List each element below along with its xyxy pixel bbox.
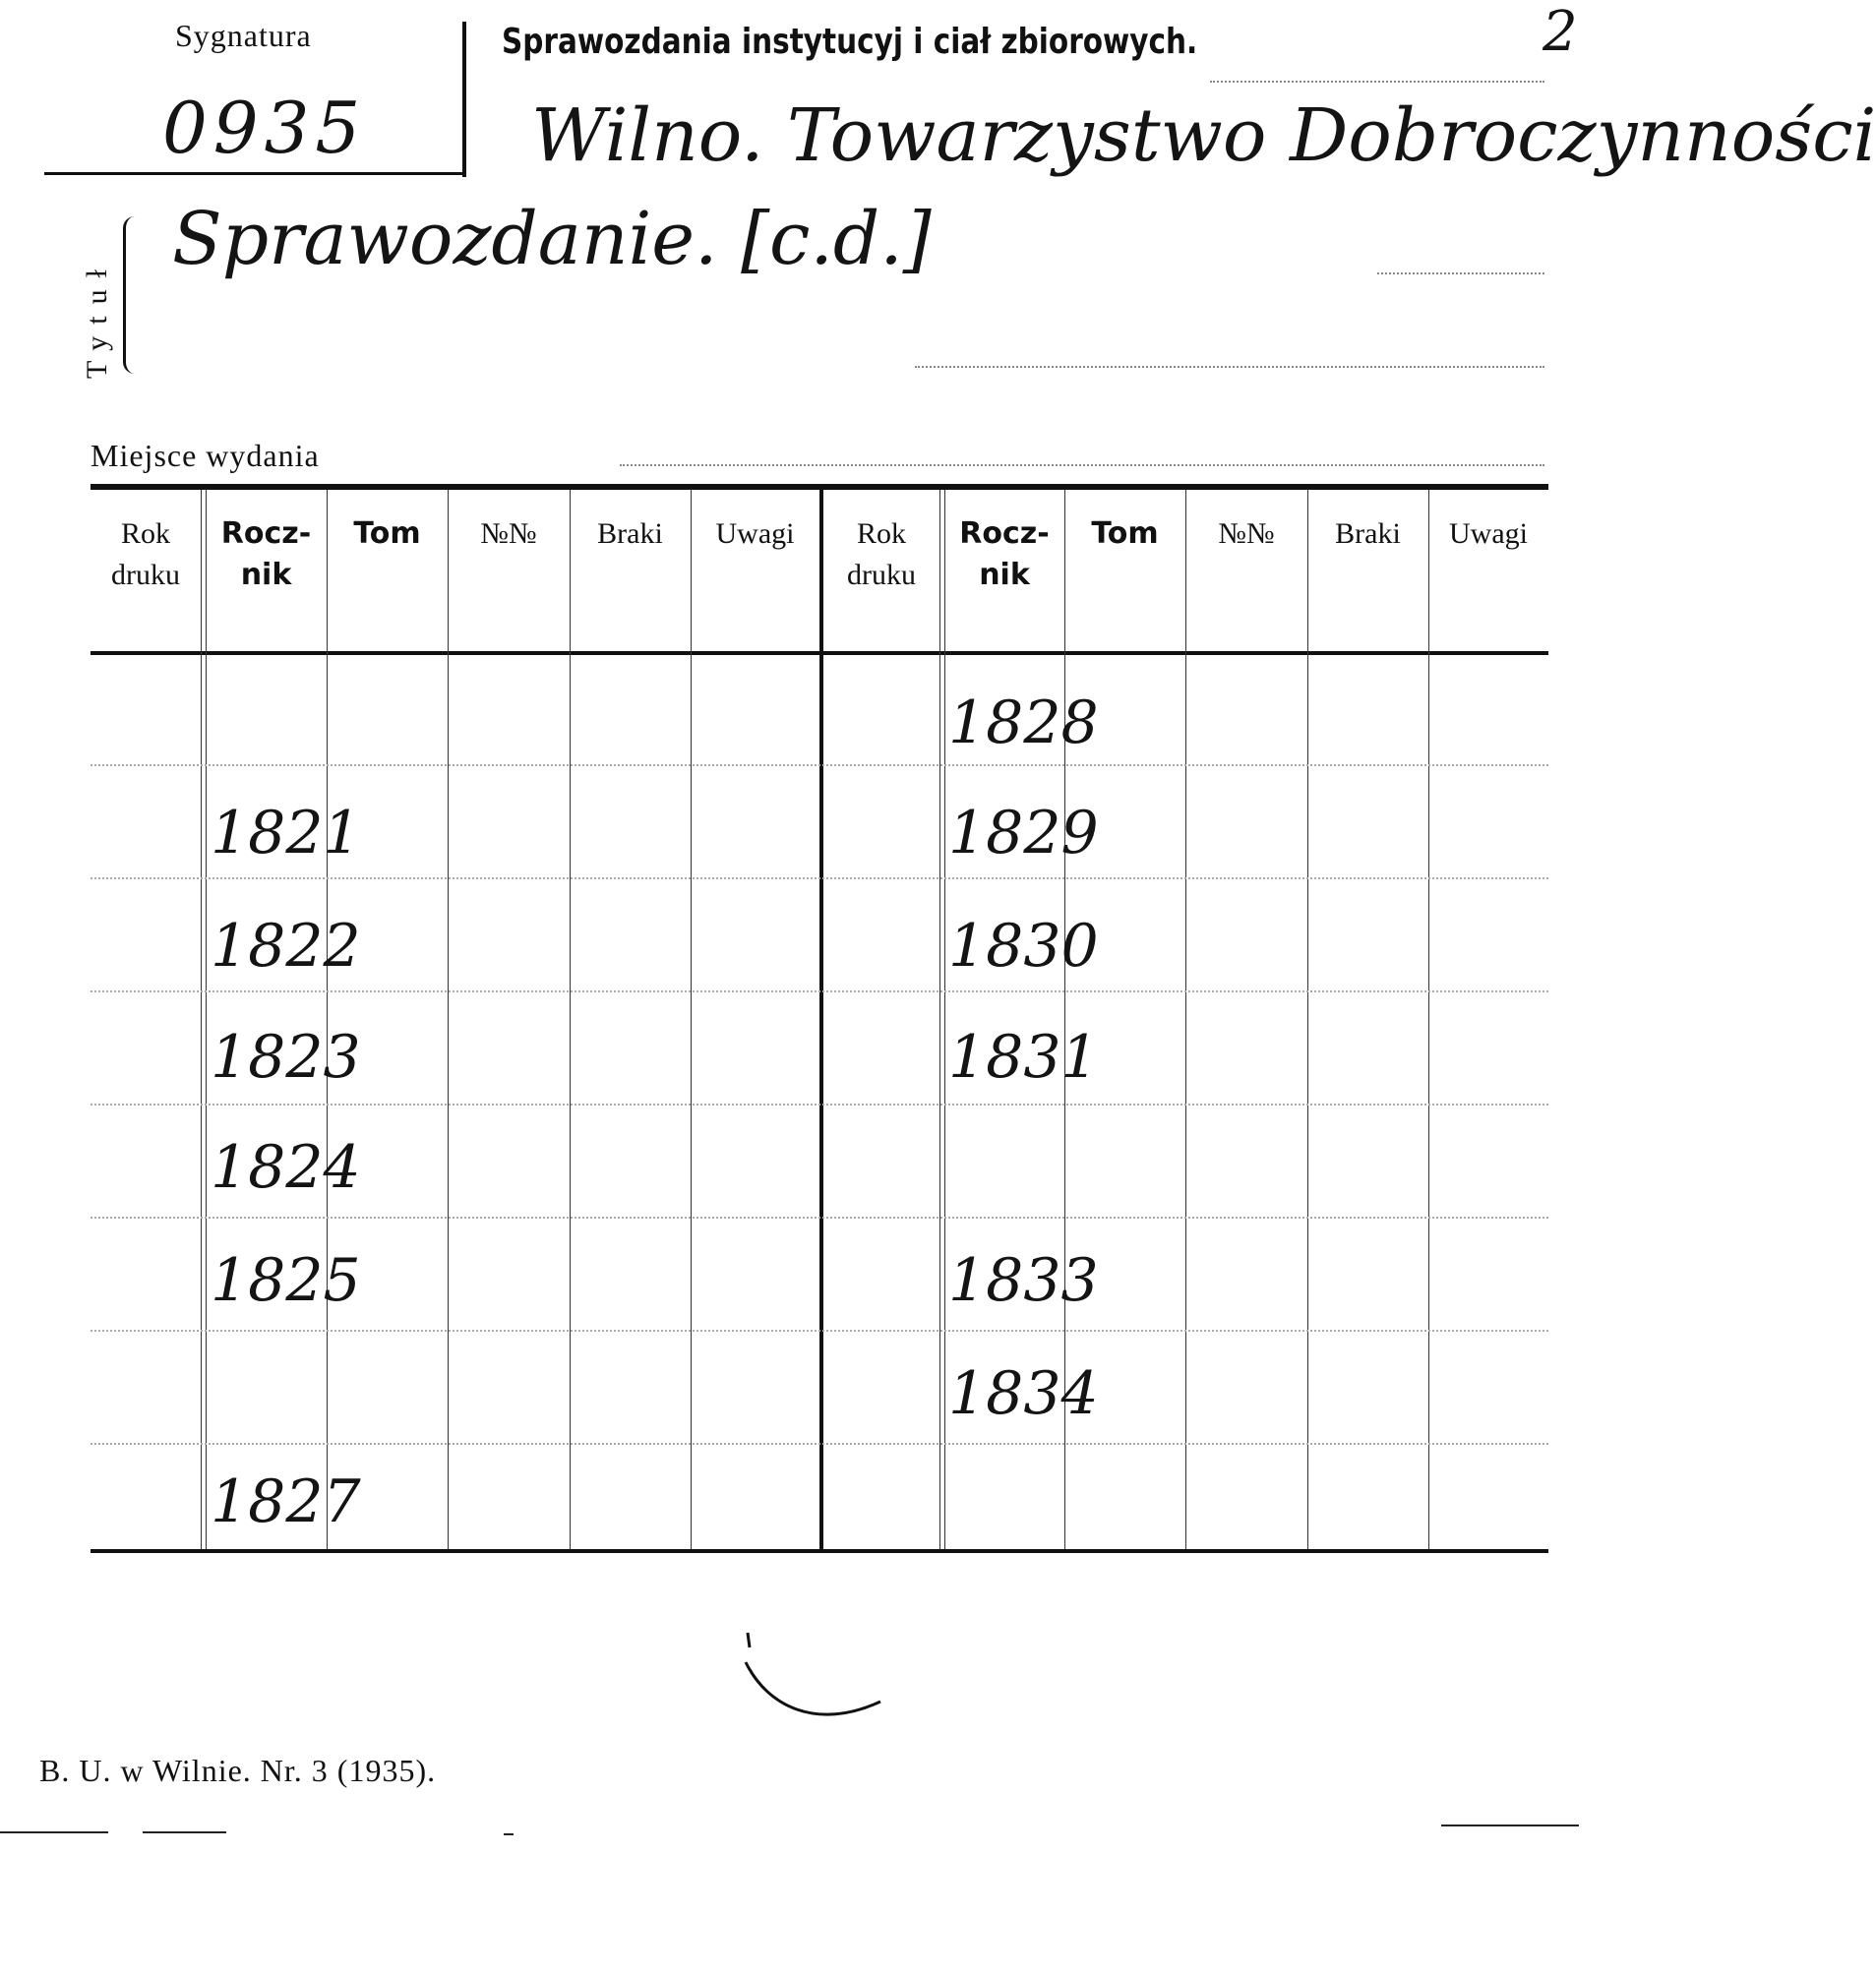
header-uwagi: Uwagi	[1449, 517, 1528, 550]
rocznik-value: 1823	[211, 1023, 361, 1092]
rocznik-value: 1824	[211, 1133, 361, 1202]
pen-mark	[728, 1628, 895, 1746]
holdings-table	[91, 484, 1548, 1556]
header-tom: Tom	[353, 516, 421, 551]
row-guide	[91, 764, 1548, 766]
header-braki: Braki	[597, 517, 663, 550]
signature-label: Sygnatura	[175, 18, 312, 53]
scan-mark	[504, 1833, 514, 1835]
header-numbers: №№	[1218, 517, 1275, 550]
row-guide	[91, 1217, 1548, 1219]
row-guide	[91, 1330, 1548, 1332]
row-guide	[91, 1443, 1548, 1445]
row-guide	[91, 877, 1548, 879]
header-uwagi: Uwagi	[715, 517, 795, 550]
column-divider	[691, 490, 692, 1549]
handwritten-institution: Wilno. Towarzystwo Dobroczynności	[531, 93, 1876, 178]
corner-mark: 2	[1543, 0, 1578, 64]
place-label: Miejsce wydania	[91, 438, 320, 473]
dotted-line	[915, 366, 1544, 368]
table-center-divider	[819, 490, 823, 1549]
rocznik-value: 1833	[948, 1246, 1099, 1315]
scan-mark	[1441, 1824, 1579, 1826]
rocznik-value: 1829	[948, 799, 1099, 867]
dotted-line	[1210, 81, 1544, 83]
column-divider	[206, 490, 207, 1549]
header-numbers: №№	[480, 517, 537, 550]
rocznik-value: 1821	[211, 799, 361, 867]
category-title: Sprawozdania instytucyj i ciał zbiorowych.	[502, 22, 1198, 62]
column-divider	[1307, 490, 1308, 1549]
rocznik-value: 1827	[211, 1467, 361, 1536]
scan-mark	[143, 1831, 226, 1833]
dotted-line	[620, 464, 1544, 466]
rocznik-value: 1834	[948, 1359, 1099, 1428]
row-guide	[91, 990, 1548, 992]
title-label: Tytuł	[81, 258, 113, 379]
dotted-line	[1377, 272, 1544, 274]
rocznik-value: 1825	[211, 1246, 361, 1315]
header-rok-druku: Rok druku	[847, 517, 916, 591]
scan-mark	[0, 1831, 108, 1833]
column-divider	[1428, 490, 1429, 1549]
header-rocznik: Rocz- nik	[959, 516, 1050, 592]
rocznik-value: 1822	[211, 912, 361, 981]
header-braki: Braki	[1335, 517, 1401, 550]
rocznik-value: 1830	[948, 912, 1099, 981]
column-divider	[201, 490, 202, 1549]
handwritten-title: Sprawozdanie. [c.d.]	[172, 197, 932, 281]
title-brace	[123, 216, 140, 374]
column-divider	[448, 490, 449, 1549]
column-divider	[570, 490, 571, 1549]
rocznik-value: 1828	[948, 688, 1099, 757]
header-divider	[462, 22, 466, 177]
rocznik-value: 1831	[948, 1023, 1099, 1092]
header-tom: Tom	[1091, 516, 1159, 551]
signature-underline	[44, 172, 462, 175]
header-rok-druku: Rok druku	[111, 517, 180, 591]
table-bottom-rule	[91, 1549, 1548, 1553]
column-divider	[944, 490, 945, 1549]
column-divider	[1185, 490, 1186, 1549]
column-divider	[327, 490, 328, 1549]
footer-imprint: B. U. w Wilnie. Nr. 3 (1935).	[39, 1753, 437, 1788]
row-guide	[91, 1104, 1548, 1106]
column-divider	[939, 490, 940, 1549]
signature-number: 0935	[162, 87, 367, 169]
header-rocznik: Rocz- nik	[220, 516, 312, 592]
